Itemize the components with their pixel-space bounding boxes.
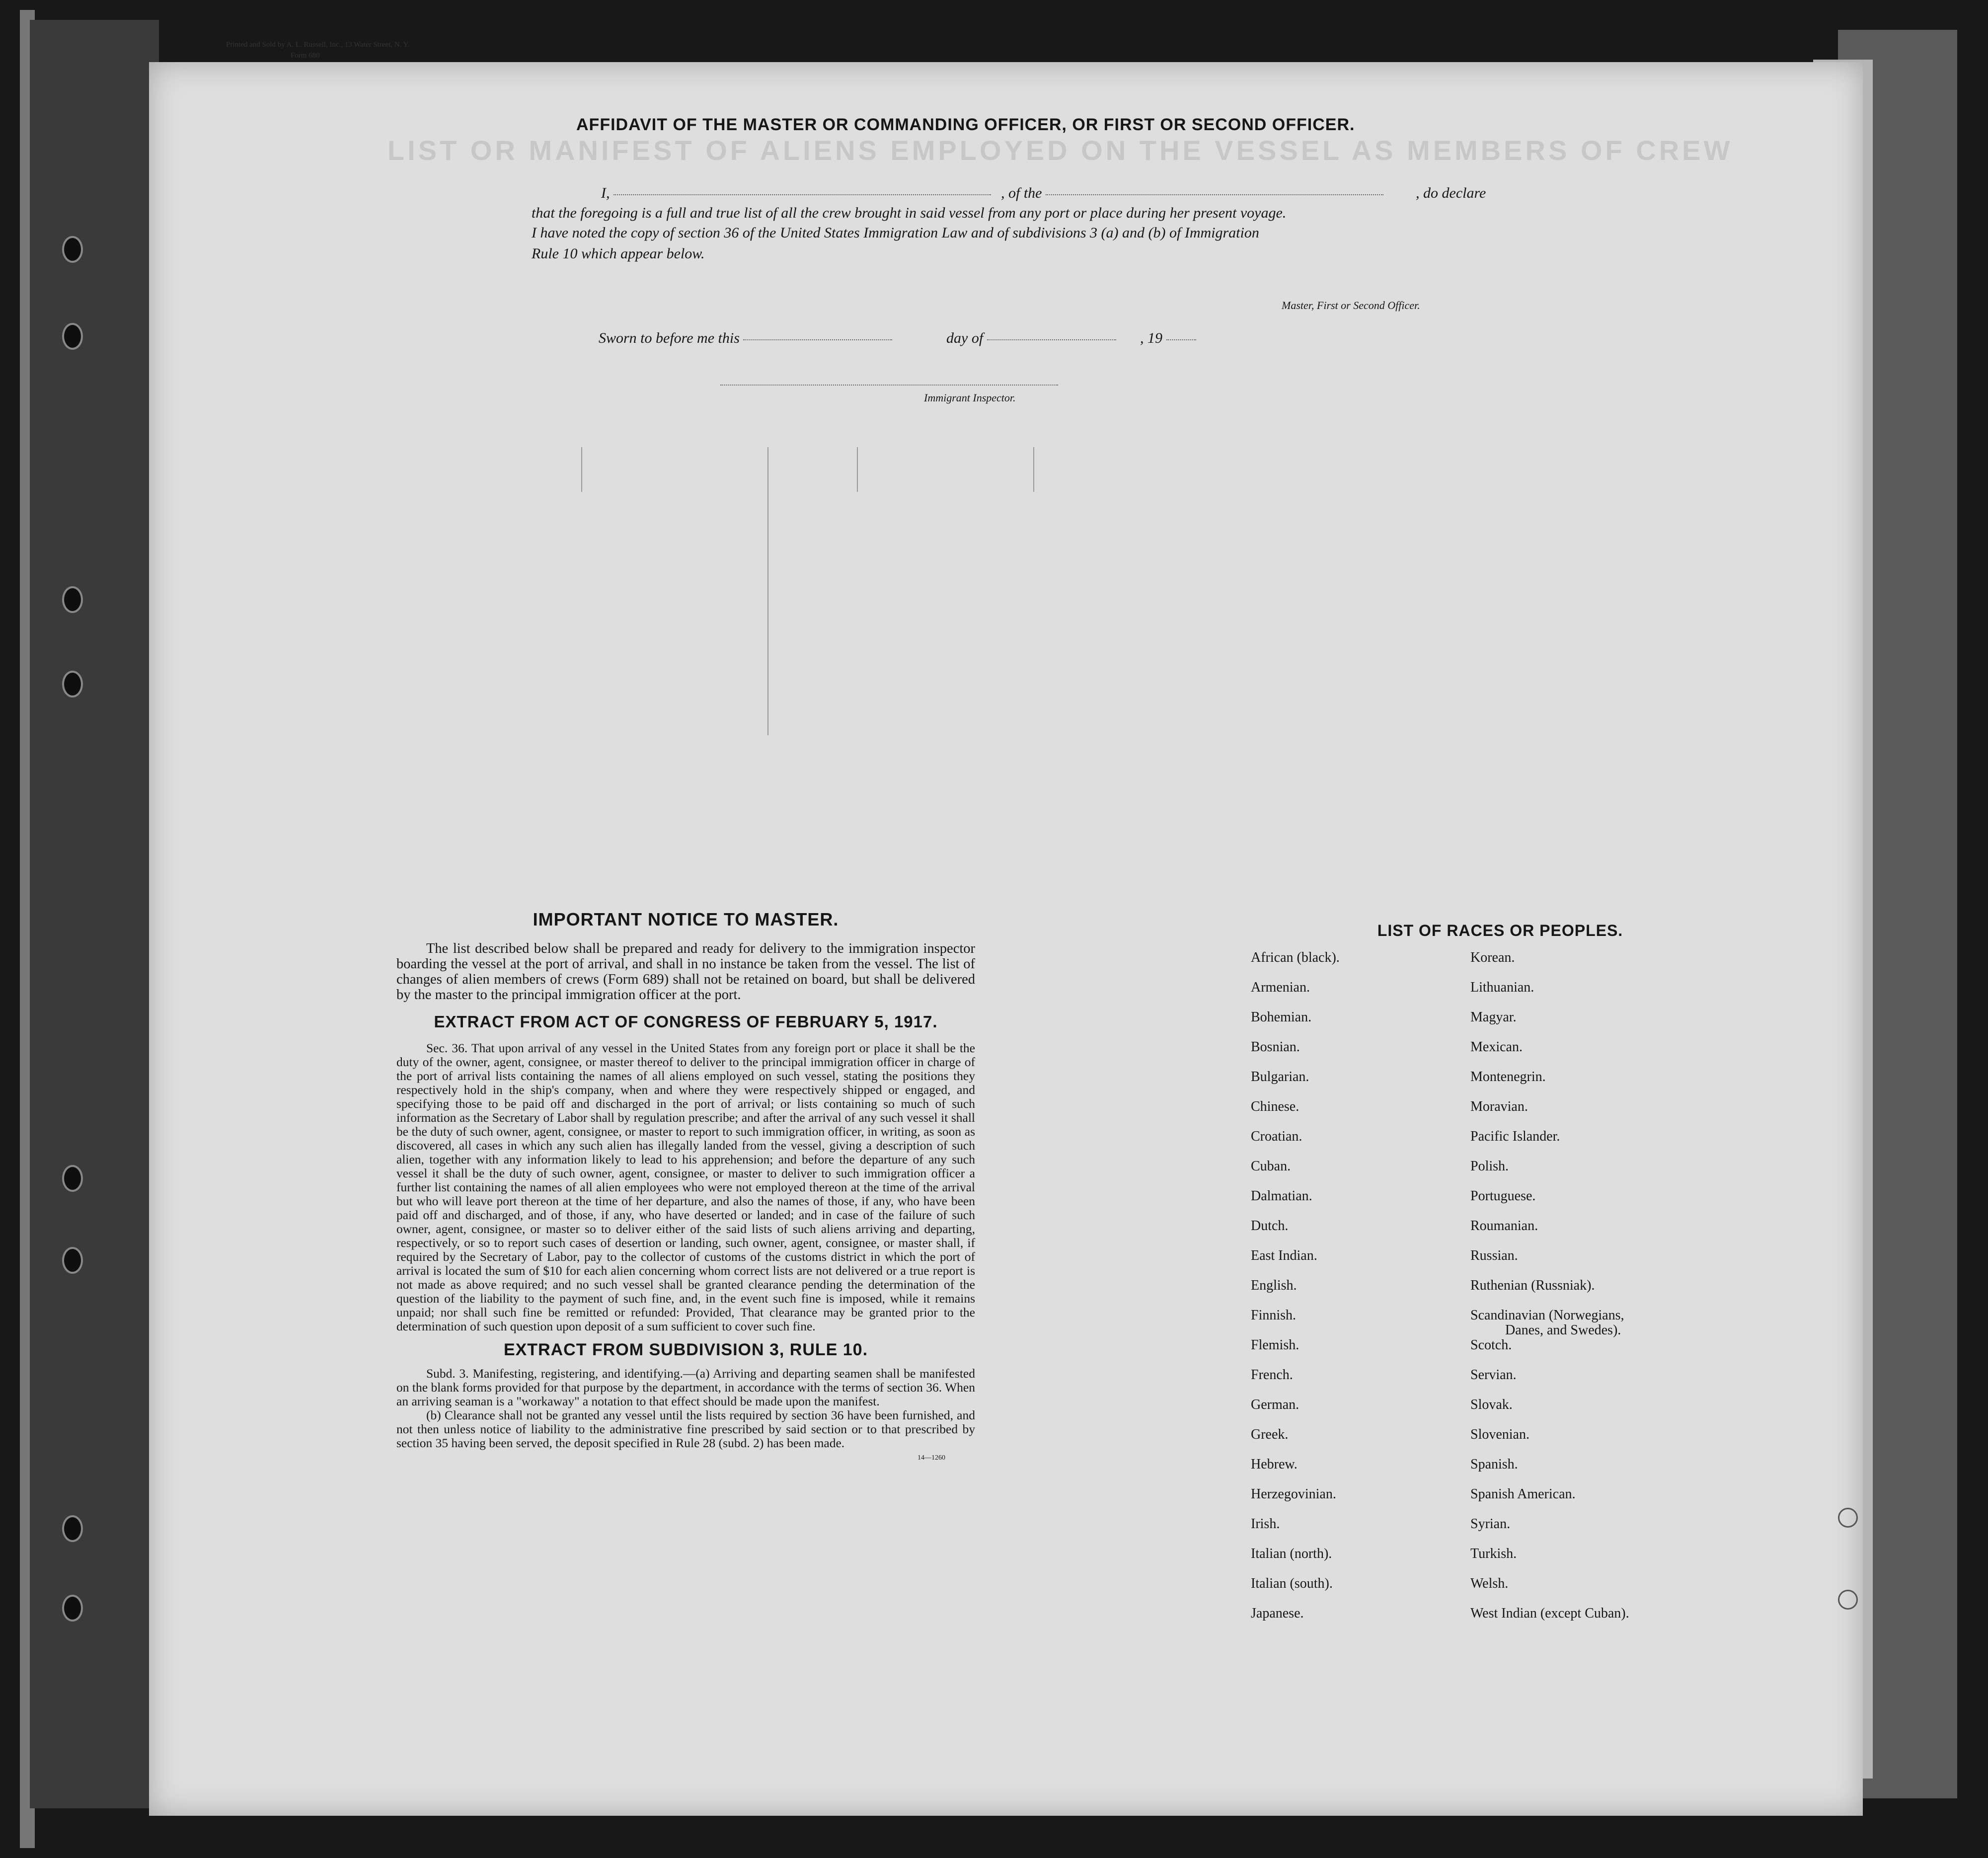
sworn-statement	[599, 330, 892, 347]
i-label: I,	[601, 185, 610, 201]
binder-hole	[62, 1515, 83, 1542]
backing-sheet-left	[30, 20, 159, 1808]
race-item: Dalmatian.	[1251, 1188, 1312, 1204]
column-rule	[1033, 447, 1034, 492]
binder-hole	[62, 586, 83, 613]
year-label	[1140, 330, 1196, 347]
race-item: Bosnian.	[1251, 1039, 1300, 1055]
extract-act-title: EXTRACT FROM ACT OF CONGRESS OF FEBRUARY 5, 1917.	[434, 1012, 938, 1031]
inspector-caption: Immigrant Inspector.	[924, 391, 1016, 404]
race-item: Turkish.	[1470, 1546, 1517, 1561]
extract-act-body: Sec. 36. That upon arrival of any vessel in the United States from any foreign port or place it shall be the duty of the owner, agent, consignee, or master thereof to deliver to the principal immigration officer in charge of the port of arrival lists containing the names of all aliens employed on such vessel, stating the positions they respectively hold in the ship's company, when and where they were respectively shipped or engaged, and specifying those to be paid off and discharged in the port of arrival; or lists containing so much of such information as the Secretary of Labor shall by regulation prescribe; and after the arrival of any such vessel it shall be the duty of such owner, agent, consignee, or master to report to such immigration officer, in writing, as soon as discovered, all cases in which any such alien has illegally landed from the vessel, giving a description of such alien, together with any information likely to lead to his apprehension; and before the departure of any such vessel it shall be the duty of such owner, agent, consignee, or master to deliver to such immigration officer a further list containing the names of all alien employees who were not employed thereon at the time of the arrival but who will leave port thereon at the time of her departure, and also the names of those, if any, who have been paid off and discharged, and of those, if any, who have deserted or landed; and in case of the failure of such owner, agent, consignee, or master so to deliver either of the said lists of such aliens arriving and departing, respectively, or so to report such cases of desertion or landing, such owner, agent, consignee, or master shall, if required by the Secretary of Labor, pay to the collector of customs of the customs district in which the port of arrival is located the sum of $10 for each alien concerning whom correct lists are not delivered or a true report is not made as above required; and no such vessel shall be granted clearance pending the determination of the question of the liability to the payment of such fine, and, in the event such fine is imposed, while it remains unpaid; nor shall such fine be remitted or refunded: Provided, That clearance may be granted prior to the determination of such question upon deposit of a sum sufficient to cover such fine.	[396, 1041, 975, 1333]
declaration-line-2: I have noted the copy of section 36 of the United States Immigration Law and of subdivisions 3 (a) and (b) of Immigration	[532, 225, 1259, 241]
race-item: Scotch.	[1470, 1337, 1512, 1353]
rule-para-a: Subd. 3. Manifesting, registering, and identifying.—(a) Arriving and departing seamen shall be manifested on the blank forms provided for that purpose by the department, in accordance with the terms of section 36. When an arriving seaman is a "workaway" a notation to that effect should be made upon the manifest.	[396, 1366, 975, 1408]
day-of-text: day of	[946, 330, 984, 346]
year-blank[interactable]	[1166, 339, 1196, 340]
column-rule	[857, 447, 858, 492]
race-item: Polish.	[1470, 1159, 1509, 1174]
sworn-text: Sworn to before me this	[599, 330, 740, 346]
bleed-through-text: LIST OR MANIFEST OF ALIENS EMPLOYED ON THE VESSEL AS MEMBERS OF CREW	[387, 135, 1733, 166]
declarant-line	[601, 185, 991, 202]
binder-hole	[62, 1247, 83, 1274]
race-item: Slovenian.	[1470, 1427, 1529, 1442]
race-item: Montenegrin.	[1470, 1069, 1546, 1084]
race-item: Portuguese.	[1470, 1188, 1536, 1204]
race-item: Spanish American.	[1470, 1486, 1576, 1502]
race-item: Flemish.	[1251, 1337, 1300, 1353]
race-item: Armenian.	[1251, 980, 1310, 995]
race-item: Lithuanian.	[1470, 980, 1534, 995]
binder-hole	[62, 1595, 83, 1622]
printer-line: Printed and Sold by A. L. Russell, Inc., 13 Water Street, N. Y.	[226, 41, 410, 49]
vessel-of-label	[1001, 185, 1383, 202]
race-item: East Indian.	[1251, 1248, 1317, 1263]
rule-para-b: (b) Clearance shall not be granted any vessel until the lists required by section 36 have been furnished, and not then unless notice of liability to the administrative fine prescribed by said section or to that prescribed by section 35 having been served, the deposit specified in Rule 28 (subd. 2) has been made.	[396, 1408, 975, 1450]
race-item: Slovak.	[1470, 1397, 1513, 1412]
race-item: Mexican.	[1470, 1039, 1523, 1055]
race-item: Dutch.	[1251, 1218, 1289, 1234]
race-item: Russian.	[1470, 1248, 1518, 1263]
sworn-day-blank[interactable]	[743, 339, 892, 340]
race-item: Magyar.	[1470, 1009, 1517, 1025]
race-item: Welsh.	[1470, 1576, 1509, 1591]
vessel-blank[interactable]	[1046, 194, 1383, 195]
inspector-signature-line[interactable]	[720, 375, 1058, 392]
race-item: West Indian (except Cuban).	[1470, 1606, 1629, 1621]
form-code: 14—1260	[918, 1454, 945, 1462]
races-list	[1242, 922, 1689, 1621]
column-rule	[581, 447, 582, 492]
race-item: Hebrew.	[1251, 1457, 1298, 1472]
affidavit-title: AFFIDAVIT OF THE MASTER OR COMMANDING OFFICER, OR FIRST OR SECOND OFFICER.	[576, 115, 1355, 134]
month-blank[interactable]	[987, 339, 1116, 340]
race-item: Ruthenian (Russniak).	[1470, 1278, 1595, 1293]
of-the-text: , of the	[1001, 185, 1042, 201]
declaration-line-1: that the foregoing is a full and true list of all the crew brought in said vessel from any port or place during her present voyage.	[532, 205, 1287, 221]
declaration-line-3: Rule 10 which appear below.	[532, 245, 705, 262]
race-item: Korean.	[1470, 950, 1515, 965]
notice-title: IMPORTANT NOTICE TO MASTER.	[533, 909, 839, 929]
race-item: Croatian.	[1251, 1129, 1302, 1144]
race-item: Bohemian.	[1251, 1009, 1312, 1025]
binder-hole	[62, 1165, 83, 1192]
race-item: Chinese.	[1251, 1099, 1300, 1114]
race-item: German.	[1251, 1397, 1300, 1412]
year-text: , 19	[1140, 330, 1162, 346]
race-item: Finnish.	[1251, 1308, 1297, 1323]
do-declare: , do declare	[1416, 185, 1486, 201]
race-item: English.	[1251, 1278, 1297, 1293]
race-item: Japanese.	[1251, 1606, 1304, 1621]
race-item: French.	[1251, 1367, 1293, 1383]
race-item: Syrian.	[1470, 1516, 1511, 1532]
race-item: Scandinavian (Norwegians,	[1470, 1308, 1624, 1323]
race-item: Irish.	[1251, 1516, 1280, 1532]
printer-imprint	[226, 41, 410, 60]
race-item: Moravian.	[1470, 1099, 1528, 1114]
race-item: Danes, and Swedes).	[1505, 1322, 1621, 1338]
notice-column	[396, 909, 975, 1462]
day-of-label	[946, 330, 1116, 347]
notice-body: The list described below shall be prepared and ready for delivery to the immigration inspector boarding the vessel at the port of arrival, and shall in no instance be taken from the vessel. The list of changes of alien members of crews (Form 689) shall not be retained on board, but shall be delivered by the master to the principal immigration officer at the port.	[396, 941, 975, 1003]
race-item: Spanish.	[1470, 1457, 1518, 1472]
race-item: Cuban.	[1251, 1159, 1291, 1174]
race-item: Pacific Islander.	[1470, 1129, 1560, 1144]
race-item: African (black).	[1251, 950, 1340, 965]
race-item: Roumanian.	[1470, 1218, 1538, 1234]
race-item: Servian.	[1470, 1367, 1517, 1383]
race-item: Bulgarian.	[1251, 1069, 1309, 1084]
race-item: Italian (north).	[1251, 1546, 1332, 1561]
races-title: LIST OF RACES OR PEOPLES.	[1377, 922, 1623, 939]
binder-hole	[62, 236, 83, 263]
race-item: Herzegovinian.	[1251, 1486, 1336, 1502]
race-item: Italian (south).	[1251, 1576, 1333, 1591]
punch-mark	[1838, 1590, 1858, 1610]
binder-hole	[62, 671, 83, 697]
punch-mark	[1838, 1508, 1858, 1528]
race-item: Greek.	[1251, 1427, 1289, 1442]
form-number: Form 680	[291, 52, 320, 60]
name-blank[interactable]	[613, 194, 991, 195]
column-rule	[767, 447, 768, 735]
master-signature-caption: Master, First or Second Officer.	[1282, 299, 1420, 311]
extract-rule-title: EXTRACT FROM SUBDIVISION 3, RULE 10.	[503, 1340, 868, 1359]
binder-hole	[62, 323, 83, 350]
